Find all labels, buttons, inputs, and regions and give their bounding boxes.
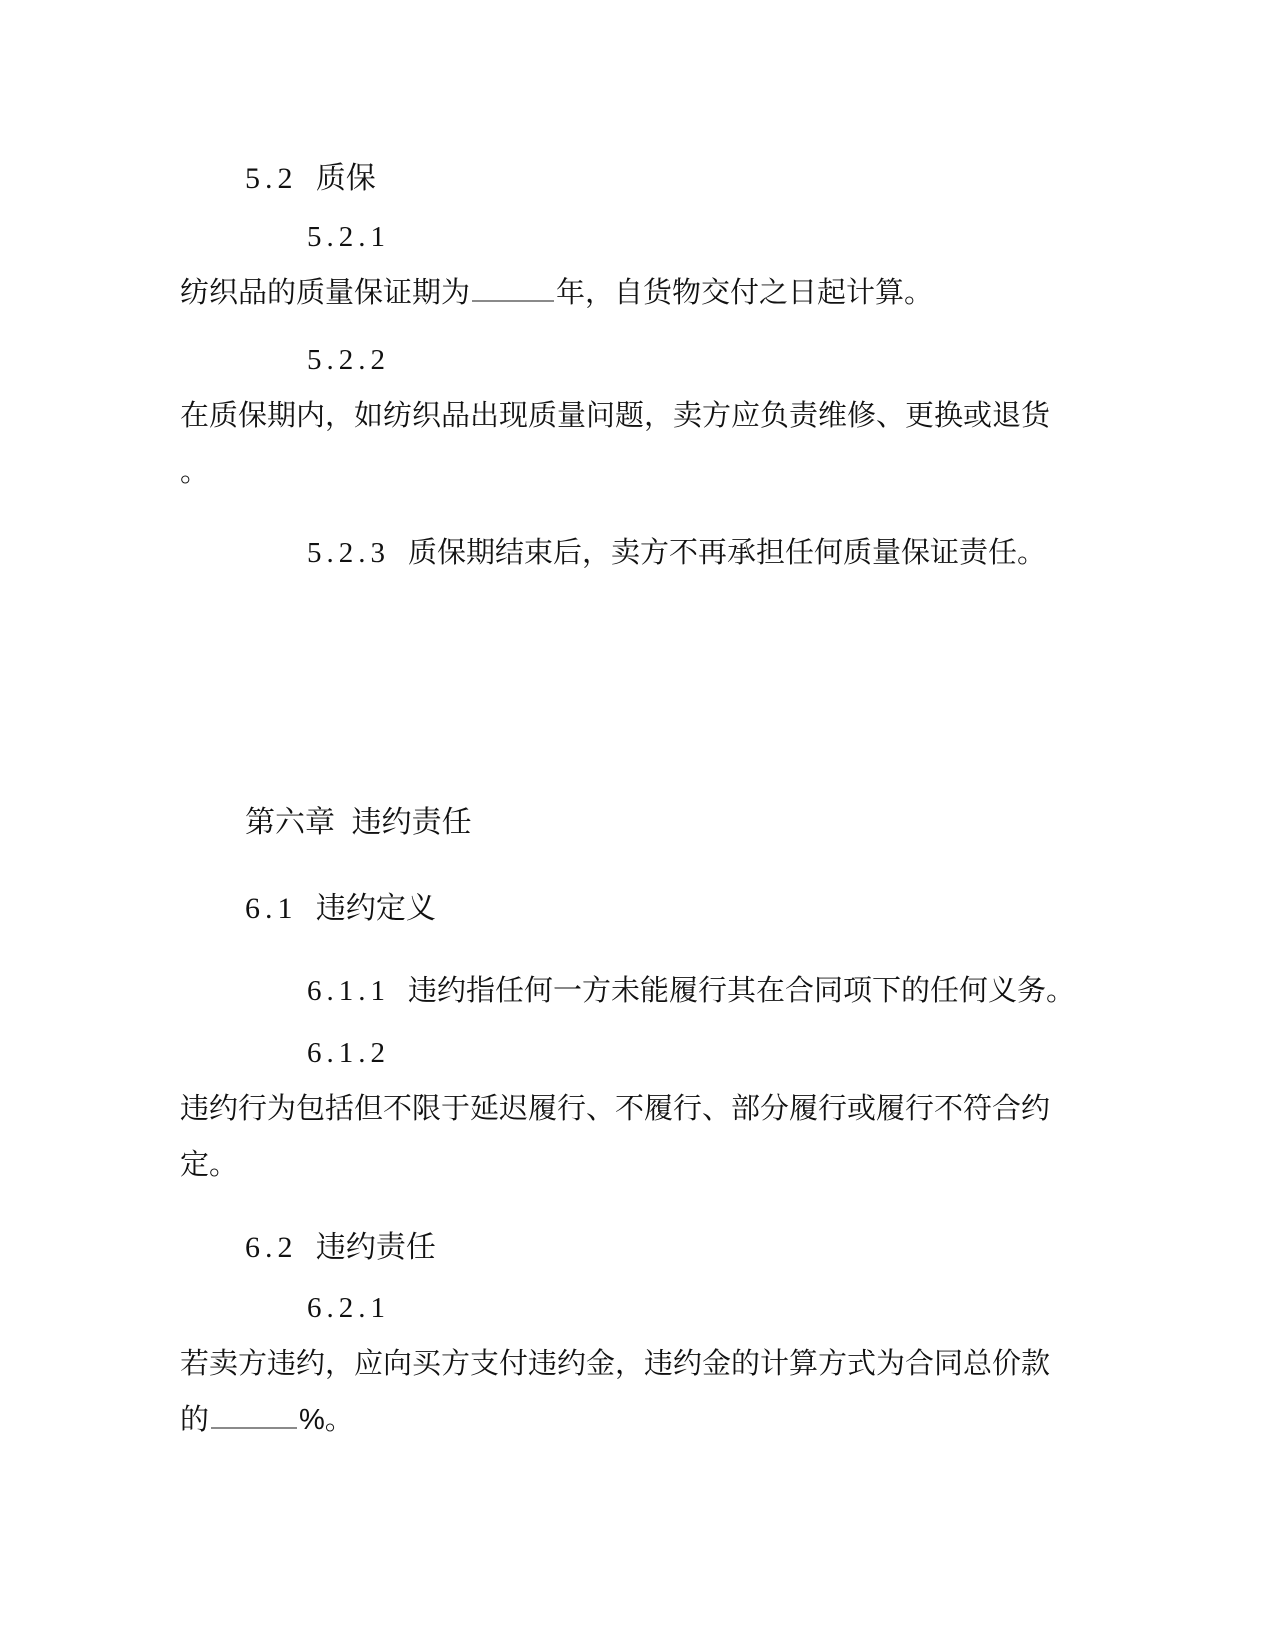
document-body <box>180 0 1080 1448</box>
clause-number: 6.1.2 <box>307 1037 390 1069</box>
text-line <box>180 1392 1080 1448</box>
paragraph-block <box>180 963 1080 1019</box>
clause-number: 5.2.1 <box>307 221 390 253</box>
text-line <box>180 444 1080 500</box>
text-line <box>180 1220 1080 1276</box>
text-run: %。 <box>299 1404 354 1436</box>
text-run: 质保 <box>307 162 376 195</box>
clause-number: 5.2.2 <box>307 344 390 376</box>
clause-number: 6.2.1 <box>307 1292 390 1324</box>
text-run: 若卖方违约，应向买方支付违约金，违约金的计算方式为合同总价款 <box>180 1348 1051 1380</box>
text-run: 违约责任 <box>307 1231 436 1264</box>
text-run: 违约指任何一方未能履行其在合同项下的任何义务。 <box>400 975 1076 1007</box>
clause-number: 5.2 <box>245 162 298 195</box>
text-line <box>180 1280 1080 1336</box>
text-run: 的 <box>180 1404 210 1436</box>
text-line <box>180 525 1080 581</box>
text-run: 年，自货物交付之日起计算。 <box>556 277 934 309</box>
text-run: 第六章 违约责任 <box>245 806 472 839</box>
clause-number: 5.2.3 <box>307 537 390 569</box>
text-line <box>180 265 1080 321</box>
text-run: 。 <box>180 456 210 488</box>
text-line <box>180 1081 1080 1137</box>
paragraph-block <box>180 1025 1080 1193</box>
heading-block <box>180 795 1080 851</box>
text-line <box>180 1025 1080 1081</box>
text-run: 纺织品的质量保证期为 <box>180 277 471 309</box>
text-line <box>180 388 1080 444</box>
text-line <box>180 963 1080 1019</box>
text-line <box>180 795 1080 851</box>
text-run: 定。 <box>180 1149 239 1181</box>
paragraph-block <box>180 525 1080 581</box>
heading-block <box>180 881 1080 937</box>
text-line <box>180 209 1080 265</box>
text-run: 违约行为包括但不限于延迟履行、不履行、部分履行或履行不符合约 <box>180 1093 1051 1125</box>
paragraph-block <box>180 209 1080 321</box>
text-line <box>180 881 1080 937</box>
paragraph-block <box>180 1280 1080 1448</box>
text-line <box>180 1336 1080 1392</box>
fill-in-blank <box>211 1425 297 1429</box>
heading-block <box>180 151 1080 207</box>
paragraph-block <box>180 332 1080 500</box>
clause-number: 6.1 <box>245 892 298 925</box>
heading-block <box>180 1220 1080 1276</box>
text-run: 违约定义 <box>307 892 436 925</box>
text-line <box>180 1137 1080 1193</box>
text-run: 质保期结束后，卖方不再承担任何质量保证责任。 <box>400 537 1047 569</box>
text-run: 在质保期内，如纺织品出现质量问题，卖方应负责维修、更换或退货 <box>180 400 1051 432</box>
clause-number: 6.1.1 <box>307 975 390 1007</box>
text-line <box>180 151 1080 207</box>
clause-number: 6.2 <box>245 1231 298 1264</box>
fill-in-blank <box>472 298 554 302</box>
text-line <box>180 332 1080 388</box>
